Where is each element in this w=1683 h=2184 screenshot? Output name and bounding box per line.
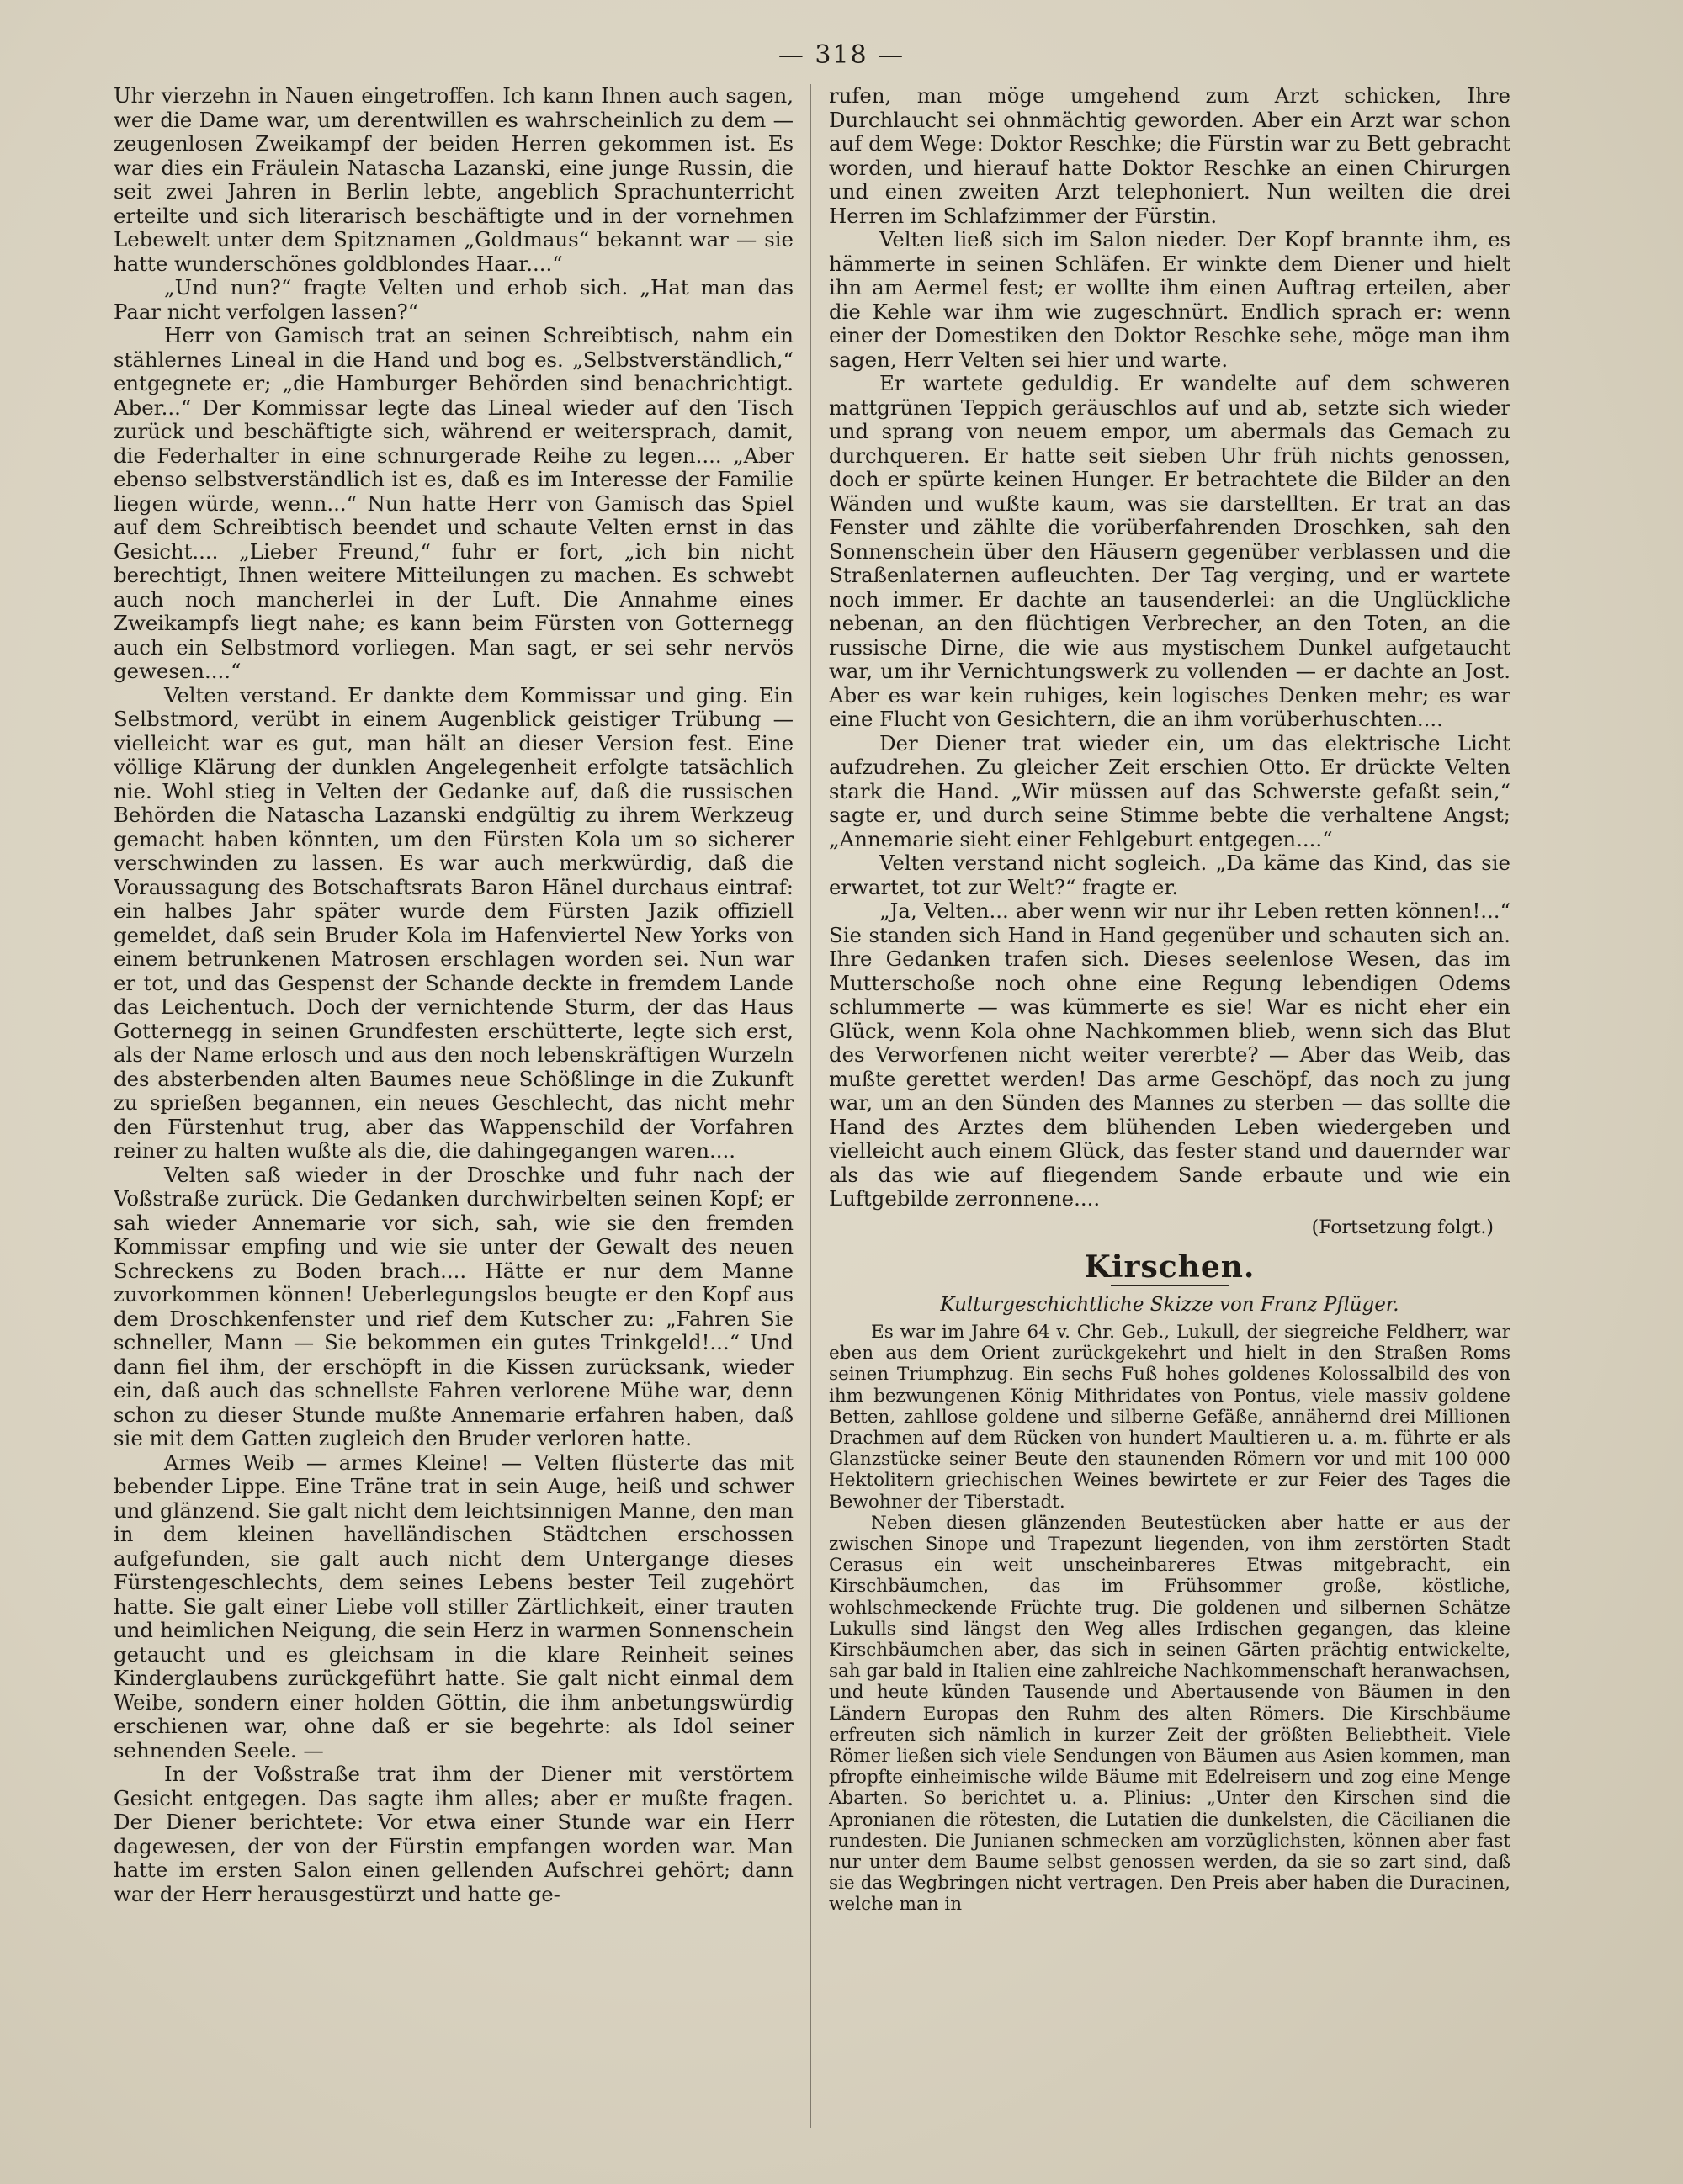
right-paragraph: Velten verstand nicht sogleich. „Da käme das Kind, das sie erwartet, tot zur Welt?“ fragte er. xyxy=(829,851,1510,899)
left-paragraph: Uhr vierzehn in Nauen eingetroffen. Ich kann Ihnen auch sagen, wer die Dame war, um derentwillen es wahrscheinlich zu dem — zeugenlosen Zweikampf der beiden Herren gekommen ist. Es war dies ein Fräulein Natascha Lazanski, eine junge Russin, die seit zwei Jahren in Berlin lebte, angeblich Sprachunterricht erteilte und sich literarisch beschäftigte und in der vornehmen Lebewelt unter dem Spitznamen „Goldmaus“ bekannt war — sie hatte wunderschönes goldblondes Haar....“ xyxy=(114,84,794,276)
story-title: Kirschen. xyxy=(1084,1249,1256,1285)
continued-note: (Fortsetzung folgt.) xyxy=(1311,1217,1494,1238)
story-subtitle: Kulturgeschichtliche Skizze von Franz Pflüger. xyxy=(940,1293,1399,1316)
left-paragraph: Herr von Gamisch trat an seinen Schreibtisch, nahm ein stählernes Lineal in die Hand und bog es. „Selbstverständlich,“ entgegnete er; „die Hamburger Behörden sind benachrichtigt. Aber...“ Der Kommissar legte das Lineal wieder auf den Tisch zurück und beschäftigte sich, während er weitersprach, damit, die Federhalter in eine schnurgerade Reihe zu legen.... „Aber ebenso selbstverständlich ist es, daß es im Interesse der Familie liegen würde, wenn...“ Nun hatte Herr von Gamisch das Spiel auf dem Schreibtisch beendet und schaute Velten ernst in das Gesicht.... „Lieber Freund,“ fuhr er fort, „ich bin nicht berechtigt, Ihnen weitere Mitteilungen zu machen. Es schwebt auch noch mancherlei in der Luft. Die Annahme eines Zweikampfs liegt nahe; es kann beim Fürsten von Gotternegg auch ein Selbstmord vorliegen. Man sagt, er sei sehr nervös gewesen....“ xyxy=(114,323,794,683)
left-paragraph: Velten verstand. Er dankte dem Kommissar und ging. Ein Selbstmord, verübt in einem Augenblick geistiger Trübung — vielleicht war es gut, man hält an dieser Version fest. Eine völlige Klärung der dunklen Angelegenheit erfolgte tatsächlich nie. Wohl stieg in Velten der Gedanke auf, daß die russischen Behörden die Natascha Lazanski endgültig zu ihrem Werkzeug gemacht haben könnten, um den Fürsten Kola um so sicherer verschwinden zu lassen. Es war auch merkwürdig, daß die Voraussagung des Botschaftsrats Baron Hänel durchaus eintraf: ein halbes Jahr später wurde dem Fürsten Jazik offiziell gemeldet, daß sein Bruder Kola im Hafenviertel New Yorks von einem betrunkenen Matrosen erschlagen worden sei. Nun war er tot, und das Gespenst der Schande deckte in fremdem Lande das Leichentuch. Doch der vernichtende Sturm, der das Haus Gotternegg in seinen Grundfesten erschütterte, legte sich erst, als der Name erlosch und aus den noch lebenskräftigen Wurzeln des absterbenden alten Baumes neue Schößlinge in die Zukunft zu sprießen begannen, ein neues Geschlecht, das nicht mehr den Fürstenhut trug, aber das Wappenschild der Vorfahren reiner zu halten wußte als die, die dahingegangen waren.... xyxy=(114,682,794,1163)
story-paragraph: Es war im Jahre 64 v. Chr. Geb., Lukull, der siegreiche Feldherr, war eben aus dem Orient zurückgekehrt und hielt in den Straßen Roms seinen Triumphzug. Ein sechs Fuß hohes goldenes Kolossalbild des von ihm bezwungenen König Mithridates von Pontus, viele massiv goldene Betten, zahllose goldene und silberne Gefäße, annähernd drei Millionen Drachmen auf dem Rücken von hundert Maultieren u. a. m. führte er als Glanzstücke seiner Beute den staunenden Römern vor und mit 100 000 Hektolitern griechischen Weines bewirtete er zur Feier des Tages die Bewohner der Tiberstadt. xyxy=(829,1322,1510,1513)
right-column xyxy=(829,84,1510,2137)
page-number: — 318 — xyxy=(778,40,905,70)
right-paragraph: Der Diener trat wieder ein, um das elektrische Licht aufzudrehen. Zu gleicher Zeit erschien Otto. Er drückte Velten stark die Hand. „Wir müssen auf das Schwerste gefaßt sein,“ sagte er, und durch seine Stimme bebte die verhaltene Angst; „Annemarie sieht einer Fehlgeburt entgegen....“ xyxy=(829,730,1510,851)
left-paragraph: Velten saß wieder in der Droschke und fuhr nach der Voßstraße zurück. Die Gedanken durchwirbelten seinen Kopf; er sah wieder Annemarie vor sich, sah, wie sie den fremden Kommissar empfing und wie sie unter der Gewalt des neuen Schreckens zu Boden brach.... Hätte er nur dem Manne zuvorkommen können! Ueberlegungslos beugte er den Kopf aus dem Droschkenfenster und rief dem Kutscher zu: „Fahren Sie schneller, Mann — Sie bekommen ein gutes Trinkgeld!...“ Und dann fiel ihm, der erschöpft in die Kissen zurücksank, wieder ein, daß auch das schnellste Fahren verlorene Mühe war, denn schon zu dieser Stunde mußte Annemarie erfahren haben, daß sie mit dem Gatten zugleich den Bruder verloren hatte. xyxy=(114,1162,794,1450)
left-paragraph: „Und nun?“ fragte Velten und erhob sich. „Hat man das Paar nicht verfolgen lassen?“ xyxy=(114,275,794,324)
right-paragraph: rufen, man möge umgehend zum Arzt schicken, Ihre Durchlaucht sei ohnmächtig geworden. Aber ein Arzt war schon auf dem Wege: Doktor Reschke; die Fürstin war zu Bett gebracht worden, und hierauf hatte Doktor Reschke an einen Chirurgen und einen zweiten Arzt telephoniert. Nun weilten die drei Herren im Schlafzimmer der Fürstin. xyxy=(829,84,1510,228)
column-divider xyxy=(810,84,811,2128)
story-body xyxy=(829,1322,1510,1916)
story-paragraph: Neben diesen glänzenden Beutestücken aber hatte er aus der zwischen Sinope und Trapezunt liegenden, von ihm zerstörten Stadt Cerasus ein weit unscheinbareres Etwas mitgebracht, ein Kirschbäumchen, das im Frühsommer große, köstliche, wohlschmeckende Früchte trug. Die goldenen und silbernen Schätze Lukulls sind längst den Weg alles Irdischen gegangen, das kleine Kirschbäumchen aber, das sich in seinen Gärten prächtig entwickelte, sah gar bald in Italien eine zahlreiche Nachkommenschaft heranwachsen, und heute künden Tausende und Abertausende von Bäumen in den Ländern Europas den Ruhm des alten Römers. Die Kirschbäume erfreuten sich nämlich in kurzer Zeit der größten Beliebtheit. Viele Römer ließen sich viele Sendungen von Bäumen aus Asien kommen, man pfropfte einheimische wilde Bäume mit Edelreisern und zog eine Menge Abarten. So berichtet u. a. Plinius: „Unter den Kirschen sind die Apronianen die rötesten, die Lutatien die dunkelsten, die Cäcilianen die rundesten. Die Junianen schmecken am vorzüglichsten, können aber fast nur unter dem Baume selbst genossen werden, da sie so zart sind, daß sie das Wegbringen nicht vertragen. Den Preis aber haben die Duracinen, welche man in xyxy=(829,1512,1510,1916)
right-paragraph: Er wartete geduldig. Er wandelte auf dem schweren mattgrünen Teppich geräuschlos auf und ab, setzte sich wieder und sprang von neuem empor, um abermals das Gemach zu durchqueren. Er hatte seit sieben Uhr früh nichts genossen, doch er spürte keinen Hunger. Er betrachtete die Bilder an den Wänden und wußte kaum, was sie darstellten. Er trat an das Fenster und zählte die vorüberfahrenden Droschken, sah den Sonnenschein über den Häusern gegenüber verblassen und die Straßenlaternen aufleuchten. Der Tag verging, und er wartete noch immer. Er dachte an tausenderlei: an die Unglückliche nebenan, an den flüchtigen Verbrecher, an den Toten, an die russische Dirne, die wie aus mystischem Dunkel aufgetaucht war, um ihr Vernichtungswerk zu vollenden — er dachte an Jost. Aber es war kein ruhiges, kein logisches Denken mehr; es war eine Flucht von Gesichtern, die an ihm vorüberhuschten.... xyxy=(829,371,1510,731)
right-paragraph: Velten ließ sich im Salon nieder. Der Kopf brannte ihm, es hämmerte in seinen Schläfen. Er winkte dem Diener und hielt ihn am Aermel fest; er wollte ihm einen Auftrag erteilen, aber die Kehle war ihm wie zugeschnürt. Endlich sprach er: wenn einer der Domestiken den Doktor Reschke sehe, möge man ihm sagen, Herr Velten sei hier und warte. xyxy=(829,227,1510,372)
left-paragraph: Armes Weib — armes Kleine! — Velten flüsterte das mit bebender Lippe. Eine Träne trat in sein Auge, heiß und schwer und glänzend. Sie galt nicht dem leichtsinnigen Manne, den man in dem kleinen havelländischen Städtchen erschossen aufgefunden, sie galt auch nicht dem Untergange dieses Fürstengeschlechts, dem seines Lebens bester Teil zugehört hatte. Sie galt einer Liebe voll stiller Zärtlichkeit, einer trauten und heimlichen Neigung, die sein Herz in warmen Sonnenschein getaucht und es gleichsam in die klare Reinheit seines Kinderglaubens zurückgeführt hatte. Sie galt nicht einmal dem Weibe, sondern einer holden Göttin, die ihm anbetungswürdig erschienen war, ohne daß er sie begehrte: als Idol seiner sehnenden Seele. — xyxy=(114,1450,794,1763)
left-column xyxy=(114,84,794,2137)
right-paragraph: „Ja, Velten... aber wenn wir nur ihr Leben retten können!...“ Sie standen sich Hand in Hand gegenüber und schauten sich an. Ihre Gedanken trafen sich. Dieses seelenlose Wesen, das im Mutterschoße noch ohne eine Regung lebendigen Odems schlummerte — was kümmerte es sie! War es nicht eher ein Glück, wenn Kola ohne Nachkommen blieb, wenn sich das Blut des Verworfenen nicht weiter vererbte? — Aber das Weib, das mußte gerettet werden! Das arme Geschöpf, das noch zu jung war, um an den Sünden des Mannes zu sterben — das sollte die Hand des Arztes dem blühenden Leben wiedergeben und vielleicht auch einem Glück, das fester stand und dauernder war als das wie auf fliegendem Sande erbaute und wie ein Luftgebilde zerronnene.... xyxy=(829,899,1510,1211)
left-paragraph: In der Voßstraße trat ihm der Diener mit verstörtem Gesicht entgegen. Das sagte ihm alles; aber er mußte fragen. Der Diener berichtete: Vor etwa einer Stunde war ein Herr dagewesen, der von der Fürstin empfangen worden war. Man hatte im ersten Salon einen gellenden Aufschrei gehört; dann war der Herr herausgestürzt und hatte ge- xyxy=(114,1762,794,1906)
